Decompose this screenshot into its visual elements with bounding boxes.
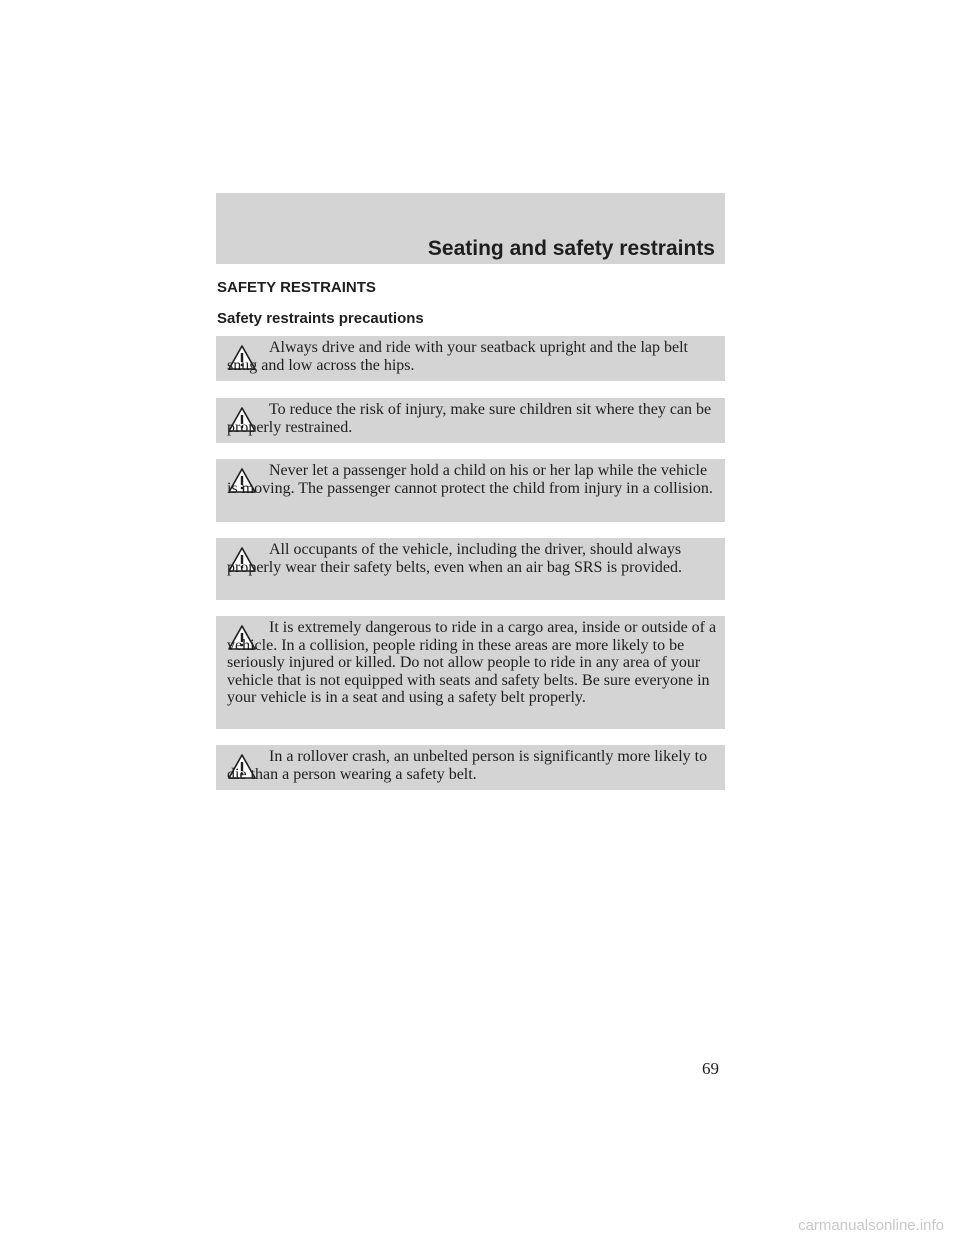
warning-text: In a rollover crash, an unbelted person is significantly more likely to die than a person wearing a safety belt. <box>227 748 708 783</box>
warning-box <box>216 616 725 729</box>
warning-box <box>216 745 725 790</box>
warning-text: Never let a passenger hold a child on his or her lap while the vehicle is moving. The passenger cannot protect the child from injury in a collision. <box>227 462 713 497</box>
chapter-header-band <box>216 193 725 264</box>
warning-box <box>216 336 725 381</box>
chapter-title: Seating and safety restraints <box>427 237 715 260</box>
warning-box <box>216 538 725 600</box>
warning-text: Always drive and ride with your seatback upright and the lap belt snug and low across the hips. <box>227 339 688 374</box>
warning-text: It is extremely dangerous to ride in a cargo area, inside or outside of a vehicle. In a collision, people riding in these areas are more likely to be seriously injured or killed. Do not allow people to ride in any area of your vehicle that is not equipped with seats and safety belts. Be sure everyone in your vehicle is in a seat and using a safety belt properly. <box>227 619 717 707</box>
page-number: 69 <box>702 1059 719 1078</box>
warning-text: To reduce the risk of injury, make sure children sit where they can be properly restrained. <box>227 401 712 436</box>
watermark: carmanualsonline.info <box>798 1217 944 1234</box>
warning-box <box>216 398 725 443</box>
section-heading: SAFETY RESTRAINTS <box>217 279 376 296</box>
warning-box <box>216 459 725 522</box>
warning-text: All occupants of the vehicle, including the driver, should always properly wear their safety belts, even when an air bag SRS is provided. <box>227 541 682 576</box>
sub-heading: Safety restraints precautions <box>217 310 424 327</box>
